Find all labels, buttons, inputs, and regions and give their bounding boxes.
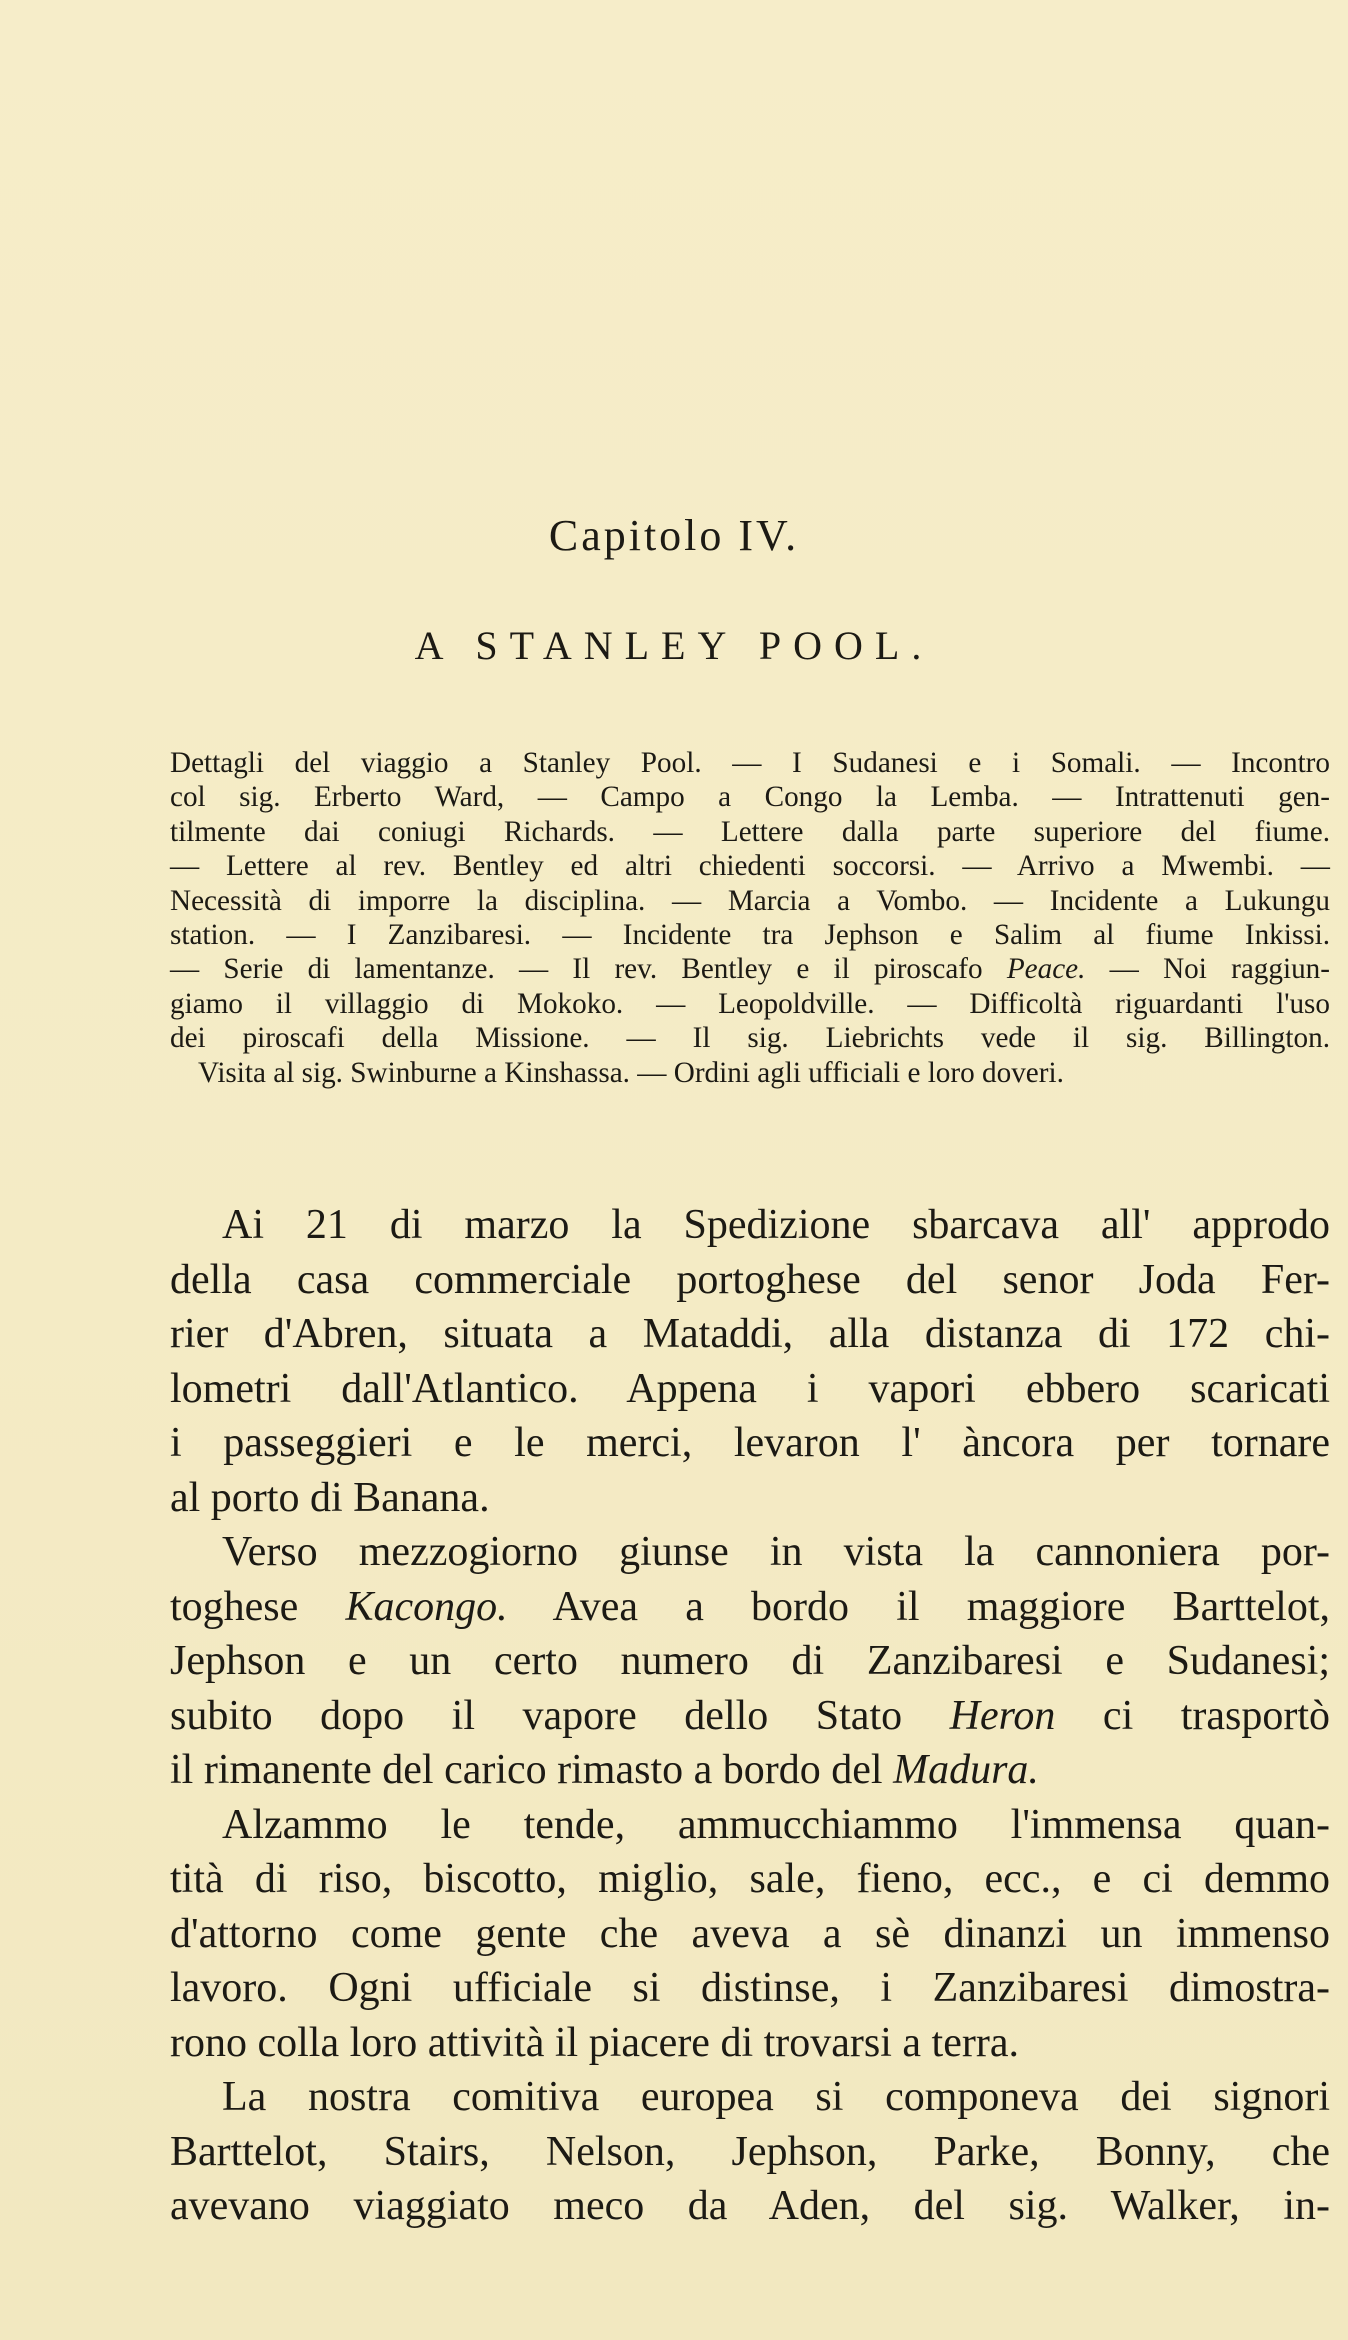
body-text-span: ci trasportò bbox=[1102, 1692, 1331, 1739]
summary-line bbox=[170, 952, 1330, 986]
summary-line: — Lettere al rev. Bentley ed altri chiedenti soccorsi. — Arrivo a Mwembi. — bbox=[170, 850, 1330, 883]
body-line: rono colla loro attività il piacere di trovarsi a terra. bbox=[170, 2019, 1019, 2066]
body-text bbox=[170, 1198, 1330, 2234]
summary-line: Necessità di imporre la disciplina. — Marcia a Vombo. — Incidente a Lukungu bbox=[170, 884, 1330, 917]
summary-text: — Serie di lamentanze. — Il rev. Bentley e il piroscafo bbox=[170, 953, 983, 986]
body-line: Verso mezzogiorno giunse in vista la cannoniera por- bbox=[222, 1529, 1330, 1575]
summary-line: Dettagli del viaggio a Stanley Pool. — I Sudanesi e i Somali. — Incontro bbox=[170, 747, 1330, 779]
body-line: della casa commerciale portoghese del senor Joda Fer- bbox=[170, 1256, 1330, 1303]
body-text-span: il rimanente del carico rimasto a bordo del bbox=[170, 1747, 883, 1793]
body-line: lavoro. Ogni ufficiale si distinse, i Zanzibaresi dimostra- bbox=[170, 1965, 1330, 2011]
summary-line: Visita al sig. Swinburne a Kinshassa. — Ordini agli ufficiali e loro doveri. bbox=[198, 1056, 1064, 1089]
body-line: Alzammo le tende, ammucchiammo l'immensa quan- bbox=[222, 1801, 1330, 1848]
body-line: Barttelot, Stairs, Nelson, Jephson, Parke, Bonny, che bbox=[170, 2128, 1330, 2175]
body-line bbox=[170, 1743, 1330, 1798]
summary-line: giamo il villaggio di Mokoko. — Leopoldville. — Difficoltà riguardanti l'uso bbox=[170, 987, 1330, 1020]
body-line: rier d'Abren, situata a Mataddi, alla distanza di 172 chi- bbox=[170, 1311, 1330, 1357]
body-line bbox=[170, 1580, 1330, 1635]
summary-line: dei piroscafi della Missione. — Il sig. Liebrichts vede il sig. Billington. bbox=[170, 1022, 1330, 1055]
summary-line: station. — I Zanzibaresi. — Incidente tra Jephson e Salim al fiume Inkissi. bbox=[170, 919, 1330, 952]
body-line: Jephson e un certo numero di Zanzibaresi e Sudanesi; bbox=[170, 1638, 1330, 1684]
body-text-span: toghese bbox=[170, 1583, 299, 1630]
ship-name-madura: Madura. bbox=[893, 1747, 1039, 1793]
summary-text: — Noi raggiun- bbox=[1109, 953, 1330, 986]
chapter-subtitle: A STANLEY POOL. bbox=[414, 623, 934, 668]
body-text-span: subito dopo il vapore dello Stato bbox=[170, 1692, 903, 1739]
summary-line: col sig. Erberto Ward, — Campo a Congo la Lemba. — Intrattenuti gen- bbox=[170, 781, 1330, 814]
body-text-span: Avea a bordo il maggiore Barttelot, bbox=[552, 1583, 1331, 1630]
body-line: Ai 21 di marzo la Spedizione sbarcava all' approdo bbox=[222, 1202, 1330, 1248]
body-line: d'attorno come gente che aveva a sè dinanzi un immenso bbox=[170, 1910, 1330, 1957]
body-line: al porto di Banana. bbox=[170, 1474, 490, 1521]
body-line: La nostra comitiva europea si componeva dei signori bbox=[222, 2074, 1330, 2120]
summary-line: tilmente dai coniugi Richards. — Lettere dalla parte superiore del fiume. bbox=[170, 815, 1330, 848]
body-line: i passeggieri e le merci, levaron l' àncora per tornare bbox=[170, 1420, 1330, 1466]
ship-name-kacongo: Kacongo. bbox=[345, 1583, 508, 1630]
ship-name-heron: Heron bbox=[949, 1692, 1056, 1739]
body-line: avevano viaggiato meco da Aden, del sig. Walker, in- bbox=[170, 2183, 1330, 2229]
body-line bbox=[170, 1689, 1330, 1744]
summary-italic-peace: Peace. bbox=[1006, 953, 1086, 986]
chapter-summary bbox=[170, 746, 1330, 1090]
chapter-title: Capitolo IV. bbox=[548, 511, 800, 560]
body-line: tità di riso, biscotto, miglio, sale, fieno, ecc., e ci demmo bbox=[170, 1856, 1330, 1902]
body-line: lometri dall'Atlantico. Appena i vapori ebbero scaricati bbox=[170, 1365, 1330, 1412]
